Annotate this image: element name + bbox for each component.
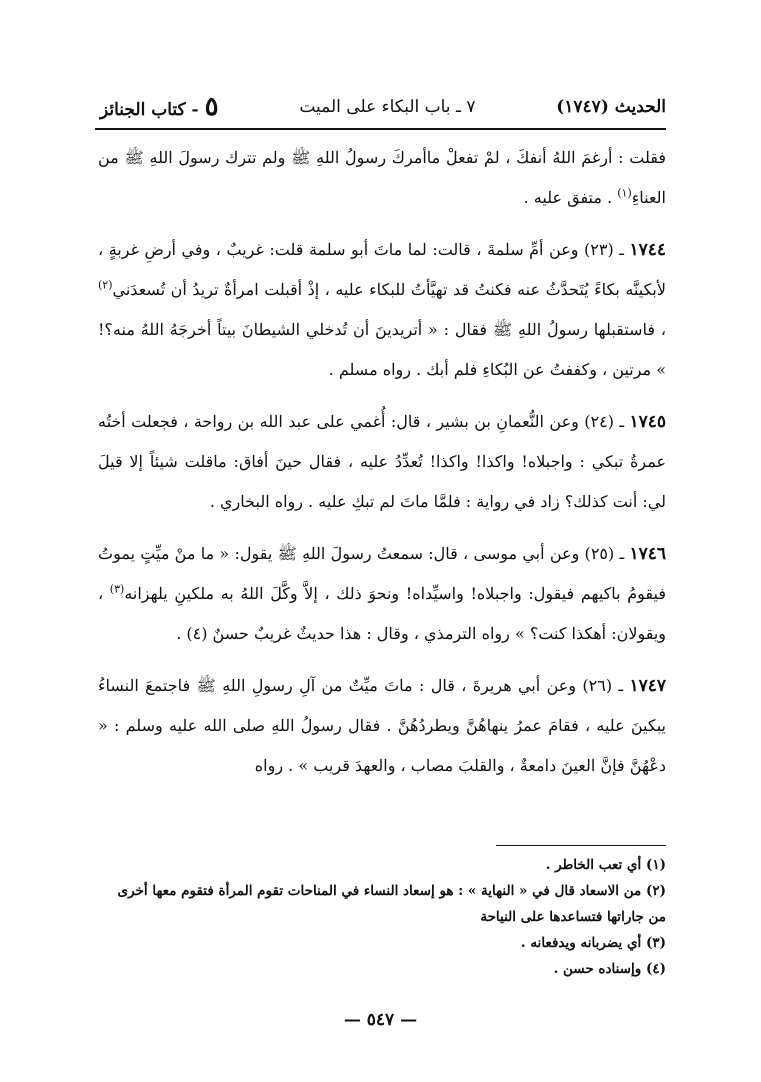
footnote-ref: (١): [617, 186, 632, 200]
paragraph: فقلت : أرغمَ اللهُ أنفكَ ، لمْ تفعلْ ماأمركَ رسولُ اللهِ ﷺ ولم تترك رسولَ اللهِ ﷺ من العناءِ$^{(١)}$ . متفق عليه .: [98, 148, 666, 207]
hadith-paragraph: ١٧٤٧ ـ (٢٦) وعن أبي هريرةَ ، قال : ماتَ ميِّتٌ من آلِ رسولِ اللهِ ﷺ فاجتمعَ النساءُ يبكينَ عليه ، فقامَ عمرُ ينهاهُنَّ ويطردُهُنَّ . فقال رسولُ اللهِ صلى الله عليه وسلم : « دعْهُنَّ فإنَّ العينَ دامعةٌ ، والقلبَ مصاب ، والعهدَ قريب » . رواه: [98, 676, 666, 775]
running-header: [100, 88, 666, 126]
main-text: [98, 138, 666, 798]
chapter-title: ٥- كتاب الجنائز: [100, 92, 219, 122]
chapter-number: ٥: [204, 92, 219, 122]
hadith-paragraph: ١٧٤٤ ـ (٢٣) وعن أمِّ سلمةَ ، قالت: لما ماتَ أبو سلمة قلت: غريبٌ ، وفي أرضِ غربةٍ ، لأبكينَّه بكاءً يُتَحدَّثُ عنه فكنتُ قد تهيَّأتُ للبكاء عليه ، إذْ أقبلت امرأةٌ تريدُ أن تُسعدَني$^{(٢)}$ ، فاستقبلها رسولُ اللهِ ﷺ فقال : « أتريدينَ أن تُدخلي الشيطانَ بيتاً أخرجَهُ اللهُ منه؟! » مرتين ، وكففتُ عن البُكاءِ فلم أبك . رواه مسلم .: [98, 240, 666, 379]
section-title: ٧ ـ باب البكاء على الميت: [299, 97, 476, 117]
hadith-number: ١٧٤٤: [629, 240, 666, 260]
footnote: (٣) أي يضربانه ويدفعانه .: [520, 935, 666, 951]
footnote-rule: [496, 845, 666, 846]
footnote: (٢) من الاسعاد قال في « النهاية » : هو إسعاد النساء في المناحات تقوم المرأة فتقوم معها أخرى من جاراتها فتساعدها على النياحة: [117, 883, 666, 925]
hadith-number: ١٧٤٧: [629, 676, 666, 696]
hadith-number: ١٧٤٦: [629, 544, 666, 564]
hadith-paragraph: ١٧٤٦ ـ (٢٥) وعن أبي موسى ، قال: سمعتُ رسولَ اللهِ ﷺ يقول: « ما منْ ميِّتٍ يموتُ فيقومُ باكيهم فيقول: واجبلاه! واسيِّداه! ونحوَ ذلك ، إلاَّ وكَّلَ اللهُ به ملكينِ يلهزانه$^{(٣)}$ ، ويقولان: أهكذا كنت؟ » رواه الترمذي ، وقال : هذا حديثٌ غريبٌ حسنٌ (٤) .: [98, 544, 667, 643]
footnotes: [98, 852, 666, 982]
footnote: (٤) وإسناده حسن .: [553, 961, 666, 977]
hadith-paragraph: ١٧٤٥ ـ (٢٤) وعن النُّعمانِ بن بشير ، قال: أُغمي على عبد الله بن رواحة ، فجعلت أختُه عمرةُ تبكي : واجبلاه! واكذا! واكذا! تُعدِّدُ عليه ، فقال حينَ أفاق: ماقلت شيئاً إلا قيلَ لي: أنت كذلك؟ زاد في رواية : فلمَّا ماتَ لم تبكِ عليه . رواه البخاري .: [98, 412, 666, 511]
hadith-range: الحديث (١٧٤٧): [556, 97, 666, 117]
footnote-ref: (٣): [109, 582, 125, 596]
footnote-ref: (٢): [98, 278, 113, 292]
hadith-number: ١٧٤٥: [629, 412, 666, 432]
footnote: (١) أي تعب الخاطر .: [545, 857, 666, 873]
page-number: — ٥٤٧ —: [343, 1010, 418, 1030]
header-rule: [95, 128, 666, 130]
